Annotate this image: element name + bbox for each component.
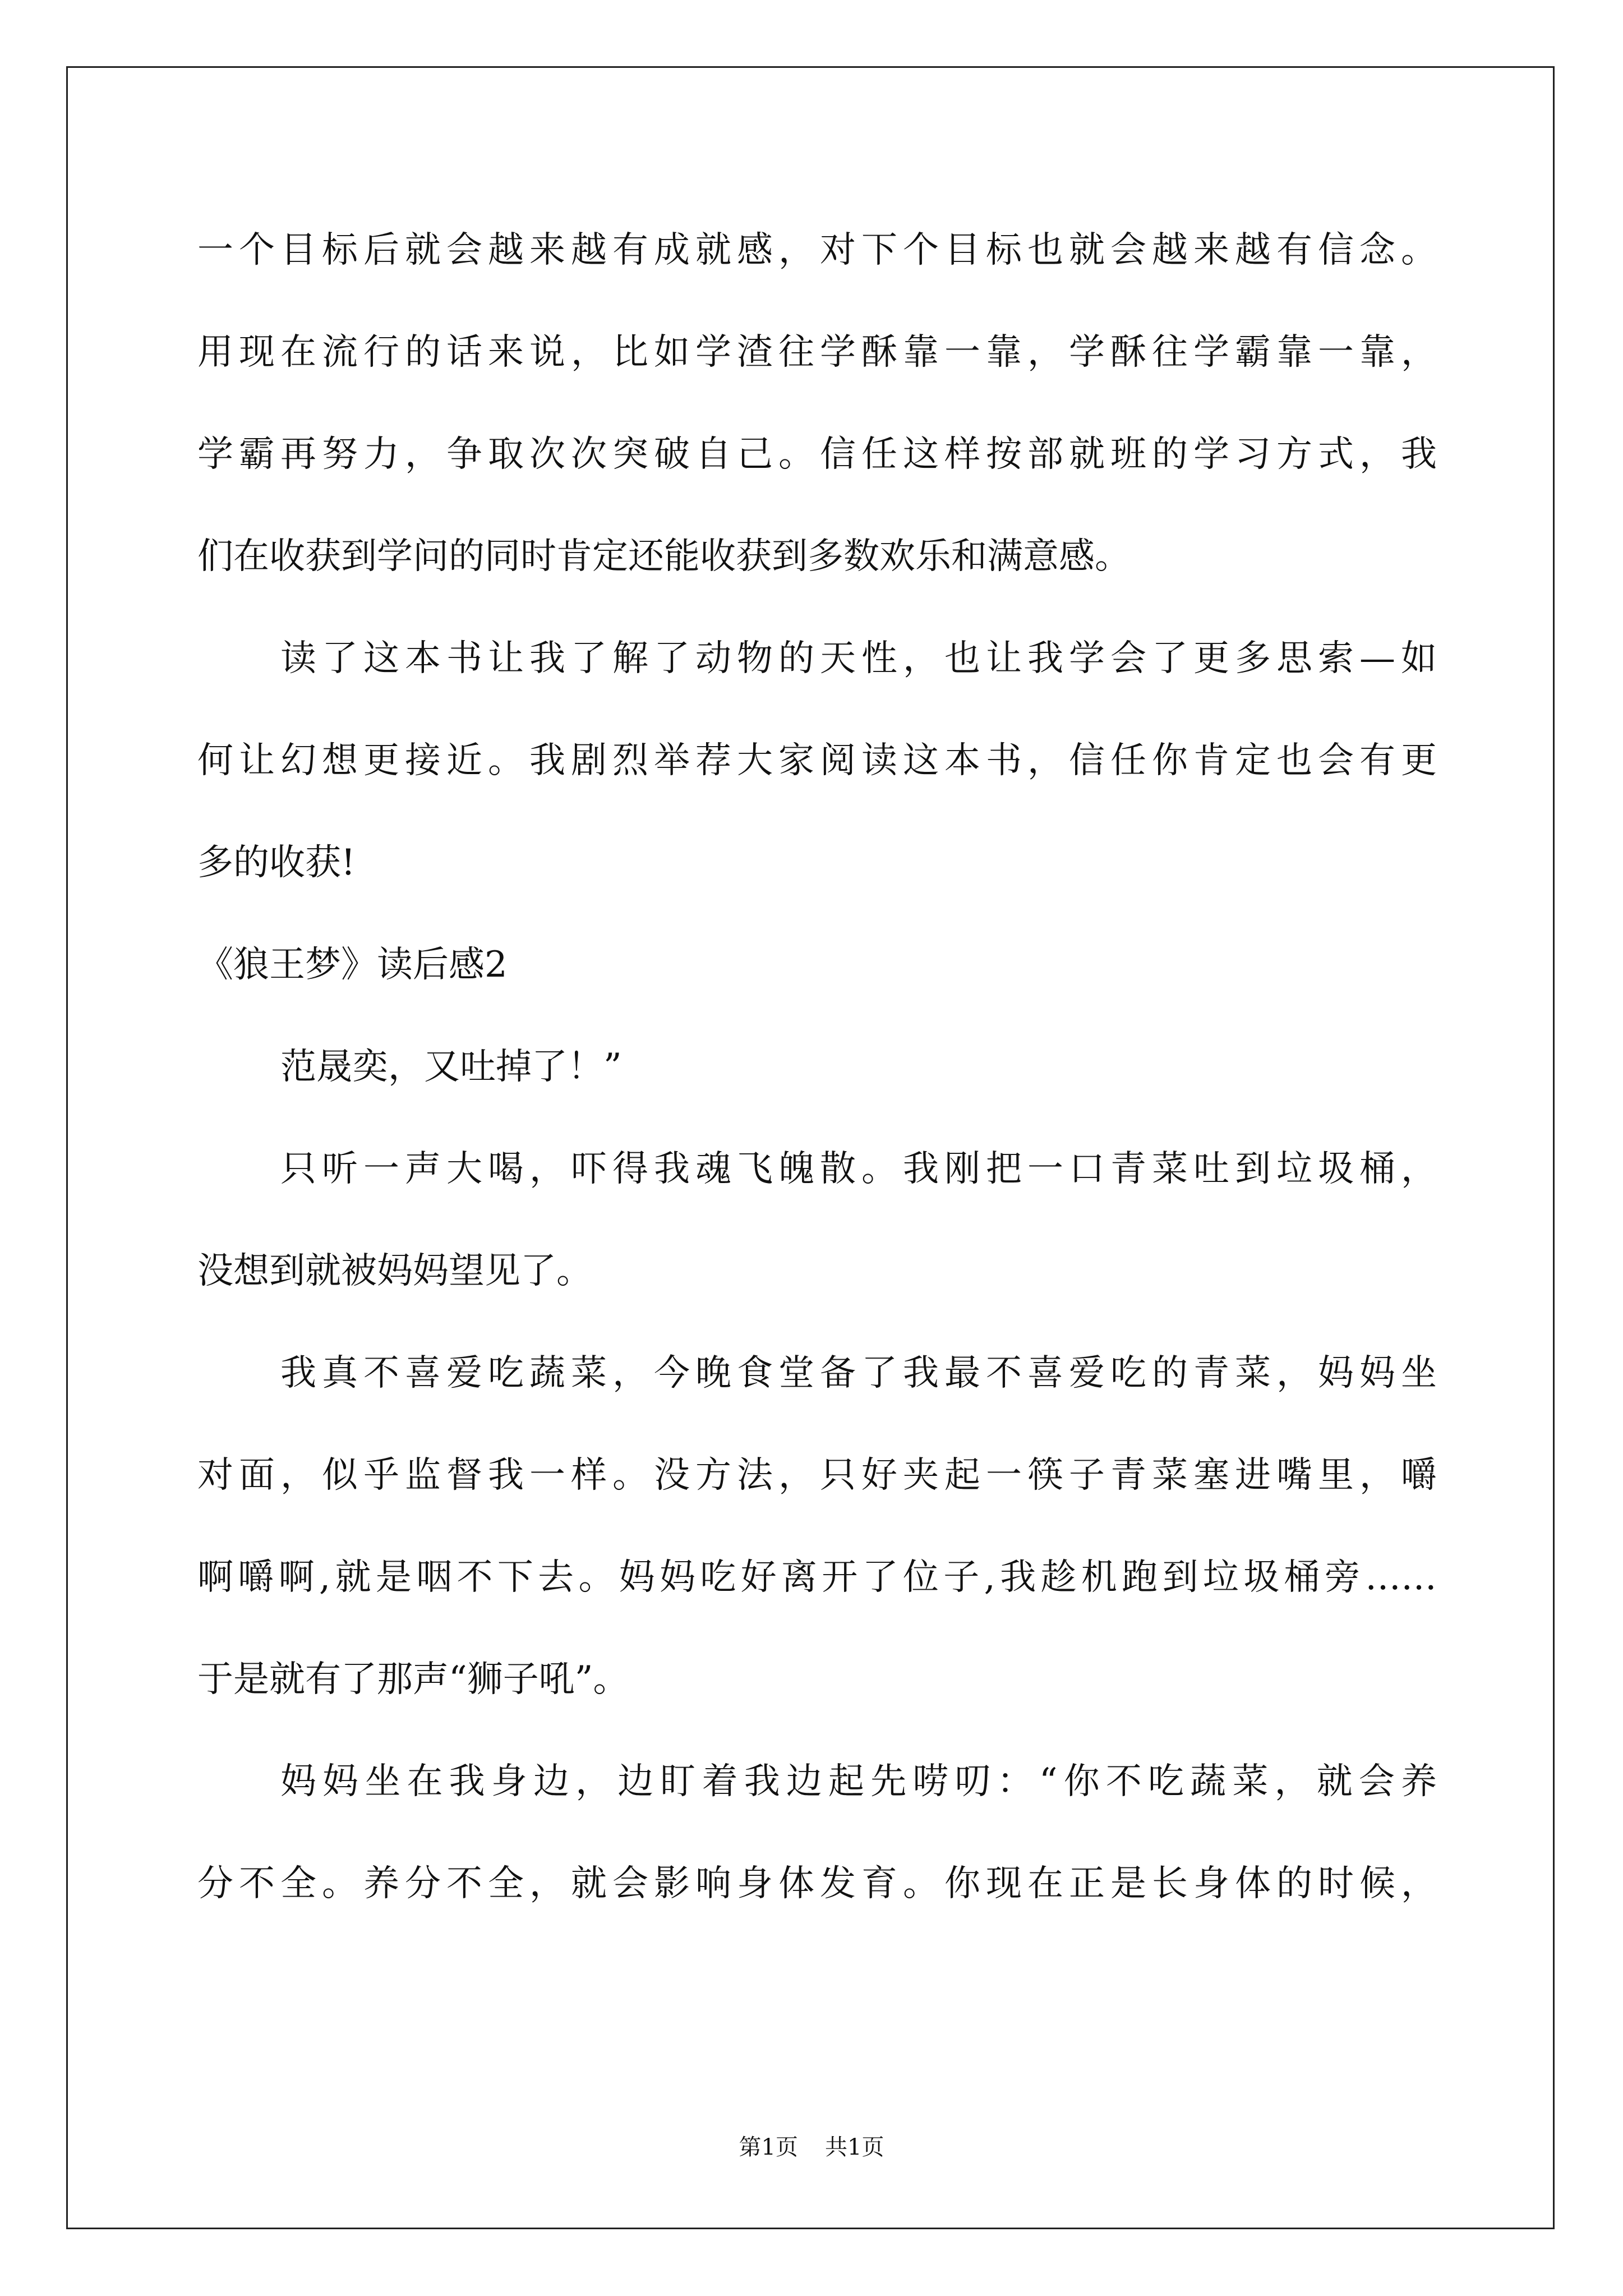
text-line: 没想到就被妈妈望见了。 [197,1250,592,1292]
text-line: 于是就有了那声“狮子吼”。 [197,1659,629,1700]
text-line: 一个目标后就会越来越有成就感，对下个目标也就会越来越有信念。 [197,229,1437,271]
page-number: 第1页 [739,2134,798,2160]
text-line: 分不全。养分不全，就会影响身体发育。你现在正是长身体的时候， [197,1863,1437,1904]
text-line: 范晟奕，又吐掉了！” [280,1046,622,1088]
section-title: 《狼王梦》读后感2 [197,944,508,986]
text-line: 妈妈坐在我身边，边盯着我边起先唠叨：“你不吃蔬菜，就会养 [280,1761,1437,1802]
text-line: 学霸再努力，争取次次突破自己。信任这样按部就班的学习方式，我 [197,434,1437,475]
text-line: 何让幻想更接近。我剧烈举荐大家阅读这本书，信任你肯定也会有更 [197,740,1437,781]
document-body [197,199,1437,1935]
text-line: 用现在流行的话来说，比如学渣往学酥靠一靠，学酥往学霸靠一靠， [197,332,1437,373]
text-line: 多的收获! [197,842,356,884]
text-line: 啊嚼啊,就是咽不下去。妈妈吃好离开了位子,我趁机跑到垃圾桶旁…… [197,1557,1437,1598]
text-line: 我真不喜爱吃蔬菜，今晚食堂备了我最不喜爱吃的青菜，妈妈坐 [280,1352,1437,1394]
text-line: 只听一声大喝，吓得我魂飞魄散。我刚把一口青菜吐到垃圾桶， [280,1148,1437,1190]
page-footer [0,2129,1623,2161]
page-total: 共1页 [825,2134,884,2160]
text-line: 对面，似乎监督我一样。没方法，只好夹起一筷子青菜塞进嘴里，嚼 [197,1455,1437,1496]
text-line: 们在收获到学问的同时肯定还能收获到多数欢乐和满意感。 [197,536,1131,577]
text-line: 读了这本书让我了解了动物的天性，也让我学会了更多思索—如 [280,638,1437,679]
